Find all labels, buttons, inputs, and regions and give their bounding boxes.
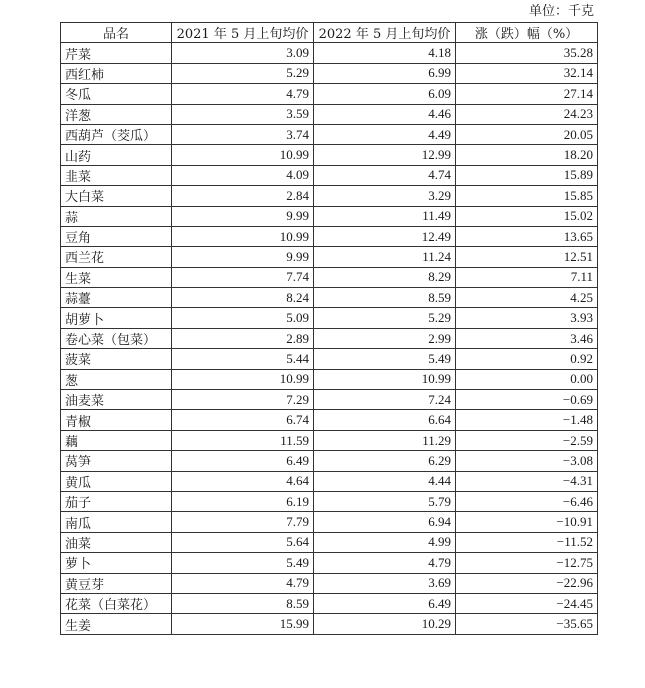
cell-price-2022: 5.49 [314,349,456,369]
cell-name: 卷心菜（包菜） [61,328,172,348]
table-row [61,145,598,165]
cell-name: 豆角 [61,226,172,246]
table-row [61,512,598,532]
cell-change: −10.91 [456,512,598,532]
cell-price-2022: 7.24 [314,390,456,410]
cell-name: 葱 [61,369,172,389]
cell-change: 18.20 [456,145,598,165]
table-row [61,410,598,430]
cell-price-2021: 4.09 [172,165,314,185]
cell-change: −24.45 [456,593,598,613]
cell-price-2021: 7.74 [172,267,314,287]
cell-price-2021: 10.99 [172,369,314,389]
cell-name: 茄子 [61,491,172,511]
table-row [61,349,598,369]
cell-price-2022: 10.99 [314,369,456,389]
cell-price-2021: 4.64 [172,471,314,491]
header-name: 品名 [61,23,172,43]
cell-name: 冬瓜 [61,84,172,104]
cell-price-2021: 5.09 [172,308,314,328]
cell-price-2022: 3.69 [314,573,456,593]
cell-price-2022: 11.24 [314,247,456,267]
table-row [61,104,598,124]
table-row [61,532,598,552]
cell-change: 15.02 [456,206,598,226]
cell-price-2022: 6.99 [314,63,456,83]
cell-change: 35.28 [456,43,598,63]
table-body [61,43,598,634]
cell-price-2022: 6.49 [314,593,456,613]
cell-change: 13.65 [456,226,598,246]
cell-name: 韭菜 [61,165,172,185]
cell-price-2021: 8.24 [172,288,314,308]
table-row [61,308,598,328]
cell-price-2022: 12.49 [314,226,456,246]
table-row [61,328,598,348]
cell-price-2022: 4.79 [314,553,456,573]
cell-change: −3.08 [456,451,598,471]
cell-change: −6.46 [456,491,598,511]
cell-price-2022: 5.79 [314,491,456,511]
cell-name: 黄豆芽 [61,573,172,593]
cell-name: 花菜（白菜花） [61,593,172,613]
cell-price-2022: 6.94 [314,512,456,532]
cell-change: 32.14 [456,63,598,83]
cell-price-2021: 11.59 [172,430,314,450]
cell-name: 莴笋 [61,451,172,471]
cell-change: 20.05 [456,124,598,144]
table-row [61,593,598,613]
table-row [61,267,598,287]
table-header-row [61,23,598,43]
table-row [61,451,598,471]
table-row [61,614,598,634]
cell-name: 芹菜 [61,43,172,63]
cell-price-2022: 8.59 [314,288,456,308]
cell-name: 南瓜 [61,512,172,532]
table-row [61,390,598,410]
cell-price-2021: 7.79 [172,512,314,532]
cell-change: 0.92 [456,349,598,369]
table-row [61,430,598,450]
table-row [61,186,598,206]
cell-price-2022: 3.29 [314,186,456,206]
cell-name: 蒜薹 [61,288,172,308]
cell-price-2022: 11.49 [314,206,456,226]
cell-change: −2.59 [456,430,598,450]
cell-price-2021: 3.74 [172,124,314,144]
cell-name: 油菜 [61,532,172,552]
cell-name: 西兰花 [61,247,172,267]
cell-price-2021: 7.29 [172,390,314,410]
cell-change: −11.52 [456,532,598,552]
cell-price-2021: 2.89 [172,328,314,348]
table-row [61,288,598,308]
cell-name: 生菜 [61,267,172,287]
cell-price-2021: 4.79 [172,573,314,593]
header-price-2021: 2021 年 5 月上旬均价 [172,23,314,43]
cell-name: 蒜 [61,206,172,226]
cell-name: 黄瓜 [61,471,172,491]
cell-name: 菠菜 [61,349,172,369]
cell-price-2021: 5.49 [172,553,314,573]
cell-change: −0.69 [456,390,598,410]
cell-price-2022: 4.18 [314,43,456,63]
cell-price-2022: 12.99 [314,145,456,165]
cell-name: 大白菜 [61,186,172,206]
cell-change: −35.65 [456,614,598,634]
cell-price-2022: 6.09 [314,84,456,104]
cell-price-2021: 10.99 [172,226,314,246]
cell-price-2021: 8.59 [172,593,314,613]
cell-change: 0.00 [456,369,598,389]
cell-price-2021: 10.99 [172,145,314,165]
cell-change: 15.85 [456,186,598,206]
cell-price-2022: 4.49 [314,124,456,144]
table-row [61,206,598,226]
cell-name: 洋葱 [61,104,172,124]
cell-change: 24.23 [456,104,598,124]
cell-change: 15.89 [456,165,598,185]
cell-price-2021: 9.99 [172,247,314,267]
cell-change: 3.46 [456,328,598,348]
cell-price-2022: 6.64 [314,410,456,430]
table-row [61,124,598,144]
cell-name: 藕 [61,430,172,450]
table-row [61,553,598,573]
cell-price-2022: 8.29 [314,267,456,287]
cell-price-2022: 6.29 [314,451,456,471]
cell-change: 4.25 [456,288,598,308]
unit-label: 单位：千克 [528,4,594,19]
table-row [61,43,598,63]
cell-name: 胡萝卜 [61,308,172,328]
table-row [61,165,598,185]
cell-price-2021: 3.59 [172,104,314,124]
cell-change: −22.96 [456,573,598,593]
cell-price-2021: 6.19 [172,491,314,511]
cell-price-2022: 4.99 [314,532,456,552]
cell-price-2022: 2.99 [314,328,456,348]
cell-price-2021: 4.79 [172,84,314,104]
table-row [61,369,598,389]
cell-change: −12.75 [456,553,598,573]
cell-price-2022: 11.29 [314,430,456,450]
header-change: 涨（跌）幅（%） [456,23,598,43]
table-row [61,226,598,246]
cell-change: 27.14 [456,84,598,104]
cell-name: 西红柿 [61,63,172,83]
cell-name: 山药 [61,145,172,165]
table-row [61,247,598,267]
cell-price-2021: 3.09 [172,43,314,63]
cell-price-2022: 4.44 [314,471,456,491]
cell-price-2021: 6.74 [172,410,314,430]
table-row [61,471,598,491]
cell-price-2022: 10.29 [314,614,456,634]
cell-price-2021: 5.64 [172,532,314,552]
cell-change: 3.93 [456,308,598,328]
cell-price-2021: 9.99 [172,206,314,226]
cell-change: −4.31 [456,471,598,491]
cell-price-2022: 5.29 [314,308,456,328]
table-row [61,63,598,83]
cell-change: −1.48 [456,410,598,430]
cell-price-2022: 4.74 [314,165,456,185]
cell-price-2021: 5.29 [172,63,314,83]
cell-price-2021: 15.99 [172,614,314,634]
table-row [61,491,598,511]
cell-name: 萝卜 [61,553,172,573]
cell-change: 7.11 [456,267,598,287]
cell-price-2022: 4.46 [314,104,456,124]
cell-name: 油麦菜 [61,390,172,410]
cell-change: 12.51 [456,247,598,267]
cell-name: 生姜 [61,614,172,634]
table-row [61,84,598,104]
price-table [60,22,598,635]
header-price-2022: 2022 年 5 月上旬均价 [314,23,456,43]
cell-name: 青椒 [61,410,172,430]
cell-price-2021: 2.84 [172,186,314,206]
cell-price-2021: 6.49 [172,451,314,471]
cell-name: 西葫芦（茭瓜） [61,124,172,144]
table-row [61,573,598,593]
cell-price-2021: 5.44 [172,349,314,369]
